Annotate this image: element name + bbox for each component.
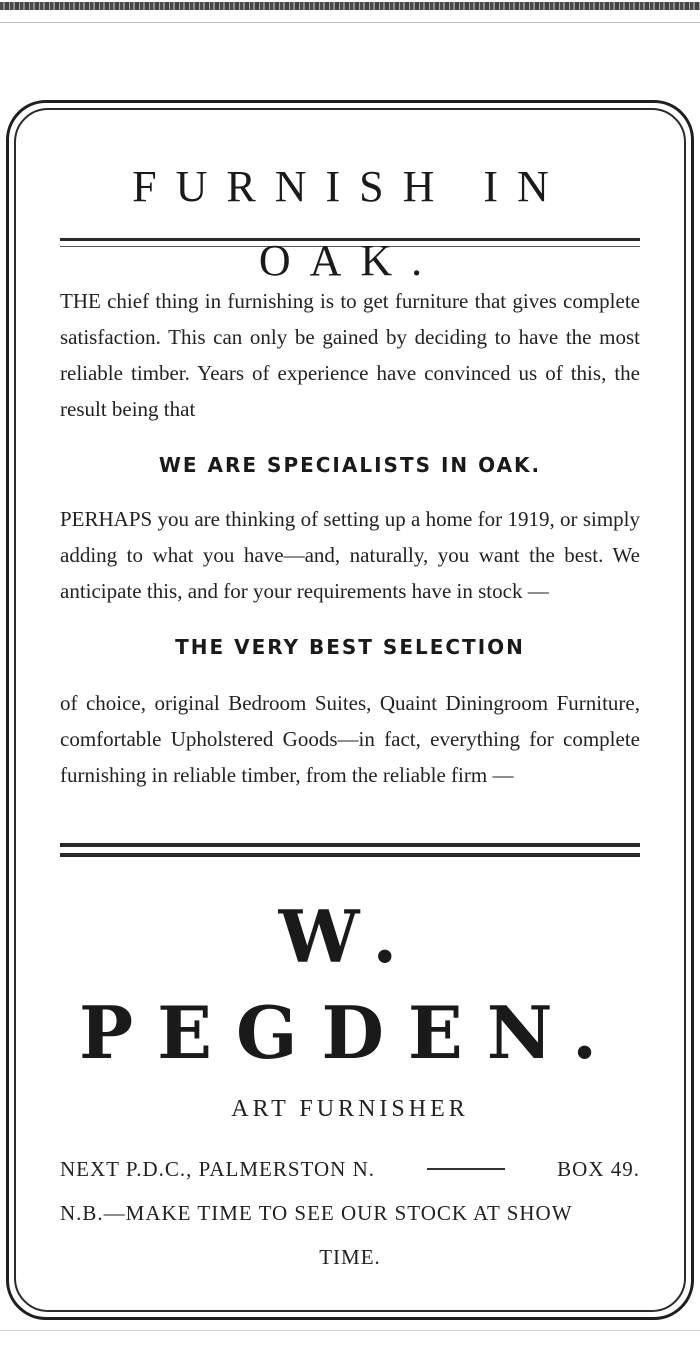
address-row xyxy=(60,1149,640,1189)
headline: FURNISH IN OAK. xyxy=(132,162,568,285)
section-divider xyxy=(60,843,640,857)
address-box: BOX 49. xyxy=(557,1157,640,1181)
notice-end: TIME. xyxy=(319,1245,381,1269)
notice-line: N.B.—MAKE TIME TO SEE OUR STOCK AT SHOW xyxy=(60,1201,573,1225)
top-page-thin-rule xyxy=(0,22,700,23)
bottom-page-rule xyxy=(0,1330,700,1331)
goods-paragraph: of choice, original Bedroom Suites, Quaint Diningroom Furniture, comfortable Upholstered Goods—in fact, everything for complete furnishing in reliable timber, from the reliable firm — xyxy=(60,691,640,787)
home-paragraph: PERHAPS you are thinking of setting up a home for 1919, or simply adding to what you have—and, naturally, you want the best. We anticipate this, and for your requirements have in stock — xyxy=(60,507,640,603)
firm-name: W. PEGDEN. xyxy=(78,894,622,1075)
address-location: NEXT P.D.C., PALMERSTON N. xyxy=(60,1157,376,1181)
top-page-rule xyxy=(0,2,700,10)
address-dash xyxy=(427,1168,505,1170)
intro-paragraph: THE chief thing in furnishing is to get furniture that gives complete satisfaction. This can only be gained by deciding to have the most reliable timber. Years of experience have convinced us of this, the result being that xyxy=(60,289,640,421)
specialists-subhead: WE ARE SPECIALISTS IN OAK. xyxy=(158,453,542,477)
selection-subhead: THE VERY BEST SELECTION xyxy=(175,635,525,659)
advertisement-body xyxy=(60,150,640,1277)
firm-trade: ART FURNISHER xyxy=(231,1096,469,1122)
